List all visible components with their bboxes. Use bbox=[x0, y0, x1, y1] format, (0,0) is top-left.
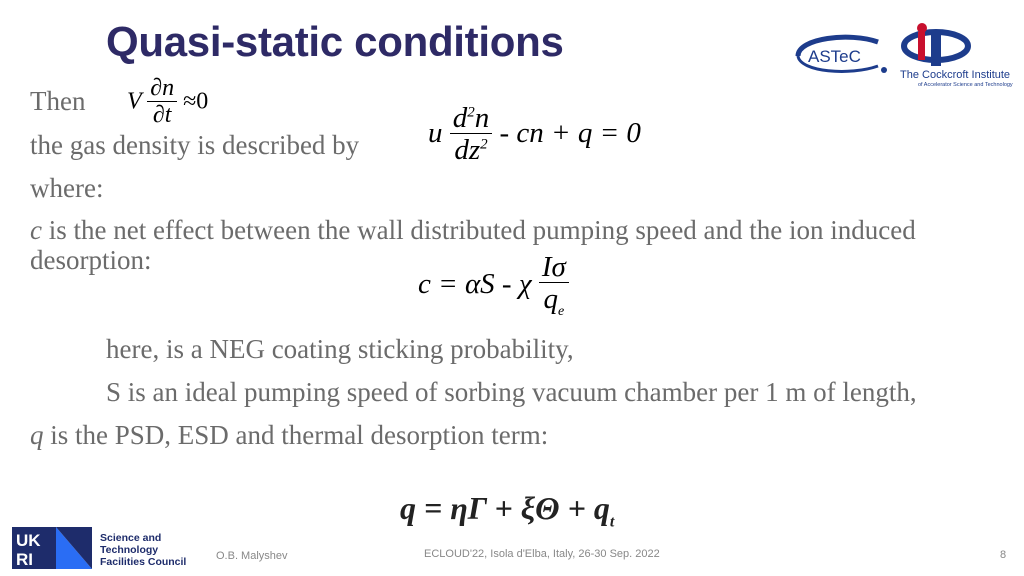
footer-conference: ECLOUD'22, Isola d'Elba, Italy, 26-30 Sep. 2022 bbox=[424, 548, 660, 560]
eq2-rest: - cn + q = 0 bbox=[499, 117, 641, 150]
eq3-num: Iσ bbox=[539, 252, 569, 283]
eq2-den-dz: dz bbox=[454, 134, 481, 167]
equation-1 bbox=[127, 76, 208, 130]
equation-3 bbox=[418, 252, 569, 320]
line-gas-density: the gas density is described by bbox=[30, 130, 360, 160]
equation-4 bbox=[400, 490, 614, 531]
footer-author: O.B. Malyshev bbox=[216, 550, 288, 562]
eq2-num-sup: 2 bbox=[467, 104, 475, 121]
eq2-den-sup: 2 bbox=[480, 136, 488, 153]
stfc-line3: Facilities Council bbox=[100, 556, 187, 568]
line-here: here, is a NEG coating sticking probability, bbox=[106, 334, 574, 364]
eq3-den-sub: e bbox=[557, 304, 565, 320]
line-c-description-2: desorption: bbox=[30, 245, 152, 275]
stfc-line1: Science and bbox=[100, 532, 162, 544]
svg-text:RI: RI bbox=[16, 550, 33, 569]
eq4-sub: t bbox=[609, 513, 615, 531]
cockcroft-institute-logo bbox=[898, 22, 1023, 99]
q-variable: q bbox=[30, 420, 44, 450]
line-then: Then bbox=[30, 86, 86, 116]
eq4-text: q = ηΓ + ξΘ + q bbox=[400, 490, 610, 526]
c-desc: is the net effect between the wall distributed pumping speed and the ion induced bbox=[41, 215, 916, 245]
eq2-num-n: n bbox=[474, 102, 490, 134]
line-c-description bbox=[30, 215, 916, 246]
q-desc: is the PSD, ESD and thermal desorption term: bbox=[43, 420, 549, 450]
eq1-den: ∂t bbox=[152, 102, 172, 129]
astec-logo-text: ASTeC bbox=[808, 47, 861, 66]
astec-logo bbox=[790, 30, 890, 85]
eq1-rhs: ≈0 bbox=[183, 88, 209, 115]
eq2-fraction bbox=[450, 103, 493, 168]
eq3-fraction bbox=[539, 252, 569, 320]
line-q-description bbox=[30, 420, 548, 451]
ci-logo-line1: The Cockcroft Institute bbox=[900, 69, 1011, 81]
ci-logo-line2: of Accelerator Science and Technology bbox=[918, 82, 1013, 88]
eq2-num-d: d bbox=[452, 102, 468, 134]
eq3-den-q: q bbox=[543, 283, 558, 316]
eq1-fraction bbox=[147, 76, 177, 130]
ukri-stfc-logo bbox=[12, 527, 202, 576]
slide-title: Quasi-static conditions bbox=[106, 18, 564, 65]
c-variable: c bbox=[30, 215, 42, 245]
stfc-line2: Technology bbox=[100, 544, 159, 556]
equation-2 bbox=[428, 103, 641, 168]
eq1-num: ∂n bbox=[147, 76, 177, 102]
svg-text:UK: UK bbox=[16, 531, 41, 550]
line-s-pumping-speed: S is an ideal pumping speed of sorbing vacuum chamber per 1 m of length, bbox=[106, 377, 917, 407]
eq2-u: u bbox=[428, 117, 443, 150]
footer-page-number: 8 bbox=[1000, 549, 1007, 561]
line-where: where: bbox=[30, 173, 104, 203]
eq3-lhs: c = αS - χ bbox=[418, 267, 532, 300]
eq1-lhs: V bbox=[127, 88, 142, 115]
